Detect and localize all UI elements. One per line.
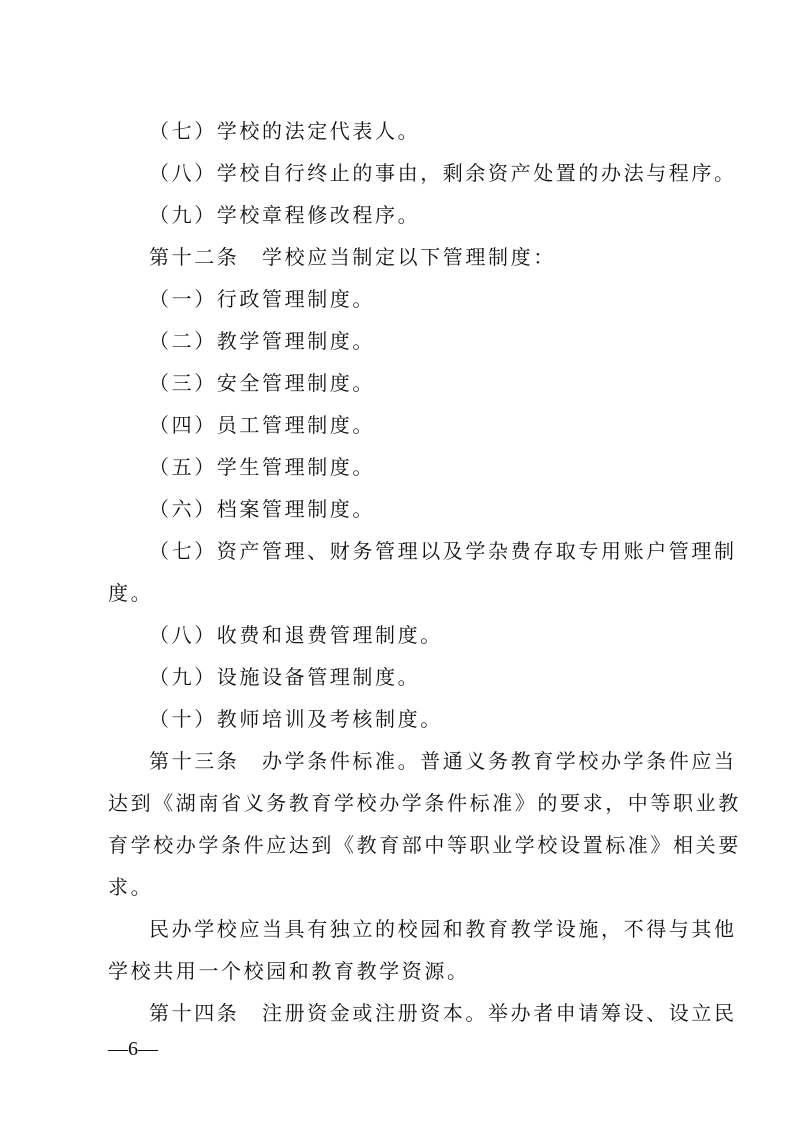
article-12-item-3: （三）安全管理制度。: [149, 371, 375, 395]
article-13-line-3: 育学校办学条件应达到《教育部中等职业学校设置标准》相关要: [108, 833, 741, 857]
article-12-item-10: （十）教师培训及考核制度。: [149, 707, 443, 731]
article-12-item-4: （四）员工管理制度。: [149, 413, 375, 437]
article-13-line-1: 第十三条 办学条件标准。普通义务教育学校办学条件应当: [149, 749, 737, 773]
article-12-item-9: （九）设施设备管理制度。: [149, 665, 421, 689]
private-school-paragraph-line-2: 学校共用一个校园和教育教学资源。: [108, 959, 470, 983]
article-12-item-1: （一）行政管理制度。: [149, 287, 375, 311]
article-12-item-8: （八）收费和退费管理制度。: [149, 623, 443, 647]
page-number: —6—: [108, 1038, 158, 1060]
clause-7-legal-representative: （七）学校的法定代表人。: [149, 119, 421, 143]
article-12-item-6: （六）档案管理制度。: [149, 497, 375, 521]
article-13-line-4: 求。: [108, 875, 154, 899]
clause-8-termination: （八）学校自行终止的事由，剩余资产处置的办法与程序。: [149, 161, 737, 185]
article-12-item-7-line-1: （七）资产管理、财务管理以及学杂费存取专用账户管理制: [149, 539, 737, 563]
article-12-heading: 第十二条 学校应当制定以下管理制度：: [149, 245, 556, 269]
document-body: [108, 110, 741, 1034]
clause-9-charter-amendment: （九）学校章程修改程序。: [149, 203, 421, 227]
article-12-item-7-line-2: 度。: [108, 581, 154, 605]
article-12-item-2: （二）教学管理制度。: [149, 329, 375, 353]
article-12-item-5: （五）学生管理制度。: [149, 455, 375, 479]
article-13-line-2: 达到《湖南省义务教育学校办学条件标准》的要求，中等职业教: [108, 791, 741, 815]
article-14-line-1: 第十四条 注册资金或注册资本。举办者申请筹设、设立民: [149, 1001, 737, 1025]
private-school-paragraph-line-1: 民办学校应当具有独立的校园和教育教学设施，不得与其他: [149, 917, 737, 941]
